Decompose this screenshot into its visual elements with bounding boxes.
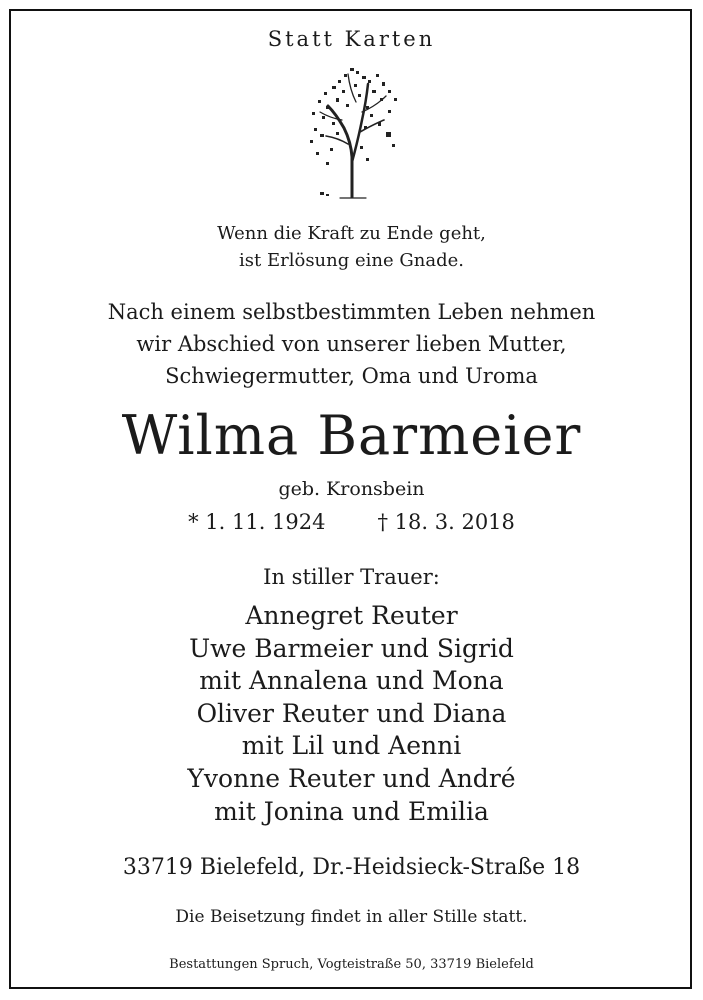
funeral-home: Bestattungen Spruch, Vogteistraße 50, 33719 Bielefeld	[169, 957, 534, 972]
birth-name: geb. Kronsbein	[278, 478, 425, 500]
burial-note: Die Beisetzung findet in aller Stille statt.	[175, 907, 528, 927]
intro-line-2: wir Abschied von unserer lieben Mutter,	[136, 332, 567, 356]
mourner-line: Annegret Reuter	[245, 601, 458, 630]
tree-icon	[296, 62, 406, 202]
death-date: † 18. 3. 2018	[377, 510, 515, 534]
motto-line-2: ist Erlösung eine Gnade.	[239, 250, 464, 271]
mourners-title: In stiller Trauer:	[263, 565, 440, 589]
birth-date: * 1. 11. 1924	[188, 510, 326, 534]
mourner-line: Yvonne Reuter und André	[187, 764, 516, 793]
intro-line-1: Nach einem selbstbestimmten Leben nehmen	[107, 300, 596, 324]
mourner-line: Oliver Reuter und Diana	[196, 698, 507, 728]
mourner-line: mit Jonina und Emilia	[214, 796, 489, 826]
header-title: Statt Karten	[267, 27, 436, 51]
motto-line-1: Wenn die Kraft zu Ende geht,	[217, 223, 486, 244]
intro-line-3: Schwiegermutter, Oma und Uroma	[165, 364, 538, 388]
family-address: 33719 Bielefeld, Dr.-Heidsieck-Straße 18	[122, 855, 581, 880]
mourner-line: mit Annalena und Mona	[199, 666, 504, 696]
deceased-name: Wilma Barmeier	[121, 404, 582, 467]
life-dates	[0, 510, 703, 534]
mourner-line: Uwe Barmeier und Sigrid	[189, 633, 514, 663]
mourner-line: mit Lil und Aenni	[241, 731, 462, 761]
